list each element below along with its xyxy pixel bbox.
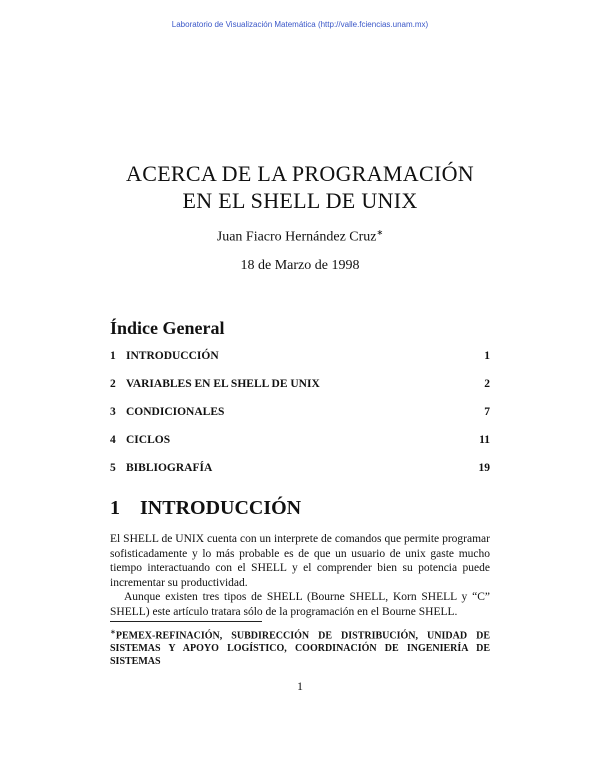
toc-entry-label: INTRODUCCIÓN xyxy=(126,350,219,362)
section-heading xyxy=(110,497,301,520)
toc-entry-number: 1 xyxy=(110,350,116,362)
toc-entry-page: 2 xyxy=(484,378,490,390)
toc-entry-label: CONDICIONALES xyxy=(126,406,225,418)
section-title: INTRODUCCIÓN xyxy=(140,497,302,519)
toc-entry-label: BIBLIOGRAFÍA xyxy=(126,462,213,474)
author-name: Juan Fiacro Hernández Cruz xyxy=(216,229,377,245)
toc-heading: Índice General xyxy=(110,318,225,338)
footnote-text: PEMEX-REFINACIÓN, SUBDIRECCIÓN DE DISTRIBUCIÓN, UNIDAD DE SISTEMAS Y APOYO LOGÍSTICO, COORDINACIÓN DE INGENIERÍA DE SISTEMAS xyxy=(110,630,490,668)
toc-entry[interactable] xyxy=(110,348,490,376)
footnote xyxy=(110,626,490,668)
footnote-divider xyxy=(110,621,262,622)
toc-entry-number: 2 xyxy=(110,378,116,390)
title-line-1: ACERCA DE LA PROGRAMACIÓN xyxy=(126,161,474,186)
toc-entry-number: 4 xyxy=(110,434,116,446)
toc-entry[interactable] xyxy=(110,432,490,460)
title-line-2: EN EL SHELL DE UNIX xyxy=(182,188,418,213)
author-footnote-mark: ∗ xyxy=(376,228,384,237)
toc-entry-page: 1 xyxy=(484,350,490,362)
toc-entry-label: CICLOS xyxy=(126,434,171,446)
footnote-mark: ∗ xyxy=(110,628,116,636)
document-date: 18 de Marzo de 1998 xyxy=(240,258,360,273)
paragraph: El SHELL de UNIX cuenta con un interprete de comandos que permite programar sofisticadamente y lo más probable es de que un usuario de unix gaste mucho tiempo interactuando con el SHELL y el comprender bien su potencia puede incrementar su productividad. xyxy=(110,533,490,589)
toc-entry[interactable] xyxy=(110,376,490,404)
page-number: 1 xyxy=(297,679,303,693)
section-number: 1 xyxy=(110,497,120,519)
toc-entry-page: 19 xyxy=(478,462,490,474)
toc-entry[interactable] xyxy=(110,404,490,432)
toc-entry-number: 5 xyxy=(110,462,116,474)
section-body xyxy=(110,532,490,619)
toc-entry[interactable] xyxy=(110,460,490,488)
toc-entry-page: 7 xyxy=(484,406,490,418)
paragraph: Aunque existen tres tipos de SHELL (Bourne SHELL, Korn SHELL y “C” SHELL) este artículo tratara sólo de la programación en el Bourne SHELL. xyxy=(110,591,490,618)
toc-entry-label: VARIABLES EN EL SHELL DE UNIX xyxy=(126,378,320,390)
toc-entry-page: 11 xyxy=(479,434,490,446)
source-link[interactable]: Laboratorio de Visualización Matemática (http://valle.fciencias.unam.mx) xyxy=(171,20,429,29)
toc-entry-number: 3 xyxy=(110,406,116,418)
table-of-contents xyxy=(110,348,490,488)
author xyxy=(0,228,600,246)
document-title xyxy=(60,160,540,214)
